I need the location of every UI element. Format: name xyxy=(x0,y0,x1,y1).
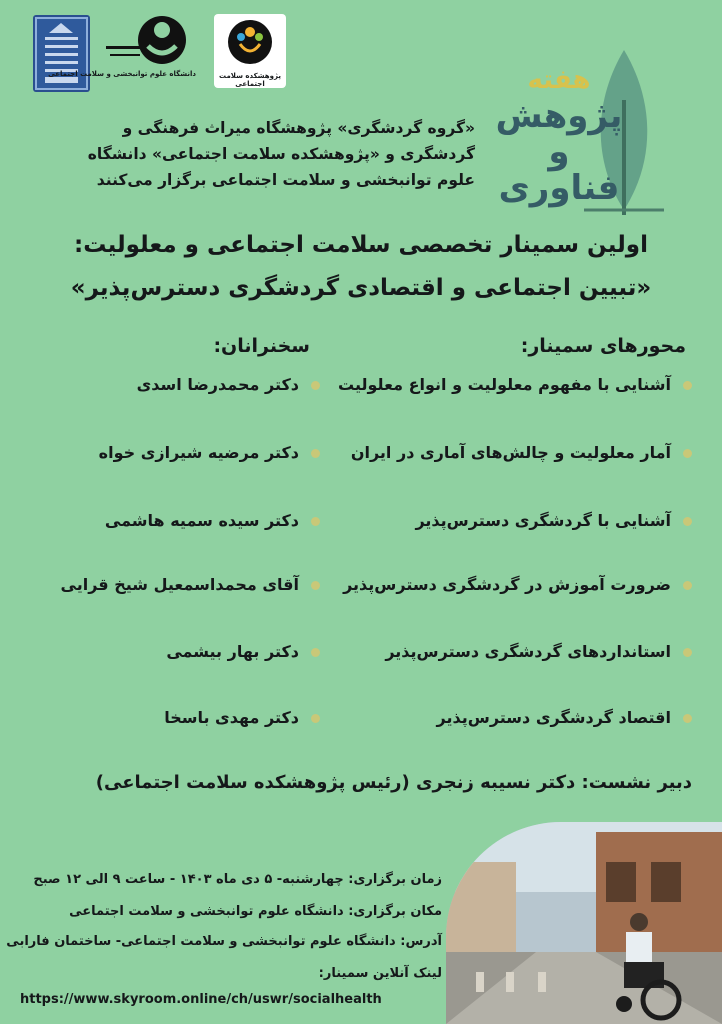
intro-line2: گردشگری و «پژوهشکده سلامت اجتماعی» دانشگاه xyxy=(87,145,475,163)
uswr-logo-text: دانشگاه علوم توانبخشی و سلامت اجتماعی xyxy=(48,70,196,78)
seminar-title-line1: اولین سمینار تخصصی سلامت اجتماعی و معلولیت: xyxy=(74,232,648,258)
bullet-dot xyxy=(683,648,692,657)
event-time: زمان برگزاری: چهارشنبه- ۵ دی ماه ۱۴۰۳ - ساعت ۹ الی ۱۲ صبح xyxy=(33,872,442,887)
uswr-logo xyxy=(48,12,196,92)
bullet-dot xyxy=(311,581,320,590)
topic-item: ضرورت آموزش در گردشگری دسترس‌پذیر xyxy=(343,575,692,594)
emblem-line1: هفته xyxy=(527,65,591,95)
topic-item: اقتصاد گردشگری دسترس‌پذیر xyxy=(437,708,692,727)
topic-item: آشنایی با مفهوم معلولیت و انواع معلولیت xyxy=(338,375,692,394)
speaker-item: دکتر مهدی باسخا xyxy=(164,708,320,727)
bullet-dot xyxy=(311,517,320,526)
intro-line3: علوم توانبخشی و سلامت اجتماعی برگزار می‌کنند xyxy=(96,171,475,189)
social-health-institute-logo-text: پژوهشکده سلامت اجتماعی xyxy=(219,72,281,88)
speaker-item: دکتر سیده سمیه هاشمی xyxy=(105,511,320,530)
online-link-label: لینک آنلاین سمینار: xyxy=(318,966,442,981)
bullet-dot xyxy=(311,714,320,723)
social-health-institute-logo xyxy=(214,14,286,88)
intro-text xyxy=(25,115,475,193)
accessible-street-photo xyxy=(446,822,722,1024)
topic-item: آشنایی با گردشگری دسترس‌پذیر xyxy=(415,511,692,530)
bullet-dot xyxy=(683,517,692,526)
intro-line1: «گروه گردشگری» پژوهشگاه میراث فرهنگی و xyxy=(122,119,475,137)
bullet-dot xyxy=(683,581,692,590)
bullet-dot xyxy=(683,449,692,458)
bullet-dot xyxy=(683,381,692,390)
bullet-dot xyxy=(311,381,320,390)
emblem-line3: و فناوری xyxy=(498,132,620,208)
speaker-item: دکتر محمدرضا اسدی xyxy=(137,375,320,394)
topic-item: استانداردهای گردشگری دسترس‌پذیر xyxy=(385,642,692,661)
event-address: آدرس: دانشگاه علوم توانبخشی و سلامت اجتماعی- ساختمان فارابی xyxy=(6,934,442,949)
seminar-title-line2: «تبیین اجتماعی و اقتصادی گردشگری دسترس‌پذیر» xyxy=(70,275,652,301)
bullet-dot xyxy=(683,714,692,723)
bullet-dot xyxy=(311,648,320,657)
speaker-item: دکتر بهار بیشمی xyxy=(166,642,320,661)
online-link-url[interactable]: https://www.skyroom.online/ch/uswr/socialhealth xyxy=(20,992,382,1007)
university-of-tehran-logo xyxy=(33,15,90,92)
speaker-item: آقای محمداسمعیل شیخ قرایی xyxy=(61,575,320,594)
topic-item: آمار معلولیت و چالش‌های آماری در ایران xyxy=(351,443,692,462)
emblem-line2: پژوهش xyxy=(495,96,623,136)
event-place: مکان برگزاری: دانشگاه علوم توانبخشی و سلامت اجتماعی xyxy=(69,904,442,919)
speaker-item: دکتر مرضیه شیرازی خواه xyxy=(99,443,320,462)
bullet-dot xyxy=(311,449,320,458)
speakers-heading: سخنرانان: xyxy=(213,335,310,357)
session-chair: دبیر نشست: دکتر نسیبه زنجری (رئیس پژوهشکده سلامت اجتماعی) xyxy=(95,772,692,793)
research-week-emblem xyxy=(474,40,674,222)
topics-heading: محورهای سمینار: xyxy=(520,335,686,357)
